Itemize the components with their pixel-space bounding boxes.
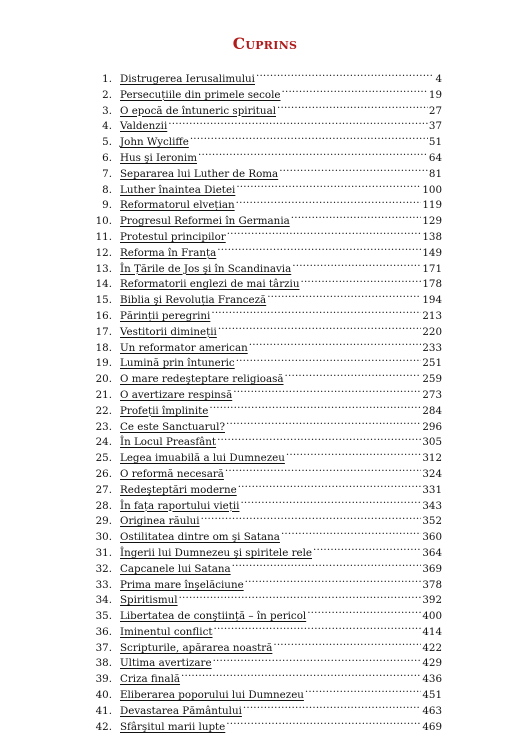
toc-entry[interactable] — [82, 86, 442, 102]
toc-entry-number: 42. — [95, 720, 112, 733]
toc-entry[interactable] — [82, 260, 442, 276]
toc-entry-page-number: 414 — [422, 625, 442, 638]
toc-entry-title-link[interactable]: Legea imuabilă a lui Dumnezeu — [120, 452, 285, 465]
toc-entry-number: 23. — [95, 420, 112, 433]
toc-dot-leader — [277, 102, 428, 114]
toc-dot-leader — [279, 165, 428, 177]
toc-entry[interactable] — [82, 512, 442, 528]
toc-entry-title-link[interactable]: O mare redeşteptare religioasă — [120, 373, 284, 386]
toc-dot-leader — [218, 323, 422, 335]
toc-entry-number: 41. — [95, 704, 112, 717]
toc-entry[interactable] — [82, 102, 442, 118]
toc-entry[interactable] — [82, 560, 442, 576]
toc-entry-number: 21. — [95, 388, 112, 401]
toc-entry-title-link[interactable]: În fața raportului vieții — [120, 499, 240, 512]
toc-entry-title-link[interactable]: John Wycliffe — [120, 136, 189, 149]
toc-entry-number: 22. — [95, 404, 112, 417]
toc-entry-page-number: 220 — [422, 325, 442, 338]
toc-entry-page-number: 233 — [422, 341, 442, 354]
toc-entry[interactable] — [82, 623, 442, 639]
toc-entry[interactable] — [82, 418, 442, 434]
toc-entry-title-link[interactable]: Luther înaintea Dietei — [120, 183, 236, 196]
toc-entry-page-number: 324 — [422, 467, 442, 480]
toc-entry-title-link[interactable]: Scripturile, apărarea noastră — [120, 641, 273, 654]
toc-entry[interactable] — [82, 686, 442, 702]
toc-entry-number: 14. — [95, 278, 112, 291]
toc-entry-page-number: 451 — [422, 689, 442, 702]
toc-entry-page-number: 81 — [428, 167, 442, 180]
toc-entry-number: 26. — [95, 467, 112, 480]
toc-entry-title-link[interactable]: Prima mare înşelăciune — [120, 578, 244, 591]
toc-entry[interactable] — [82, 165, 442, 181]
toc-entry-title-link[interactable]: Valdenzii — [120, 120, 168, 133]
toc-entry-title-link[interactable]: Hus şi Ieronim — [120, 151, 197, 164]
page-title: Cuprins — [232, 34, 298, 53]
toc-entry-title-link[interactable]: Redeşteptări moderne — [120, 483, 237, 496]
toc-entry-page-number: 352 — [422, 515, 442, 528]
toc-entry-title-link[interactable]: Iminentul conflict — [120, 625, 213, 638]
toc-dot-leader — [190, 133, 428, 145]
toc-entry-title-link[interactable]: Separarea lui Luther de Roma — [120, 167, 279, 180]
toc-entry-page-number: 213 — [422, 309, 442, 322]
toc-entry-page-number: 469 — [422, 720, 442, 733]
toc-dot-leader — [198, 149, 428, 161]
toc-entry-page-number: 436 — [422, 673, 442, 686]
toc-entry-page-number: 273 — [422, 388, 442, 401]
toc-entry-number: 1. — [102, 73, 112, 85]
toc-entry-page-number: 138 — [422, 230, 442, 243]
toc-entry-number: 24. — [95, 436, 112, 449]
toc-entry[interactable] — [82, 702, 442, 718]
toc-dot-leader — [179, 591, 422, 603]
toc-entry-number: 12. — [95, 246, 112, 259]
toc-dot-leader — [211, 307, 421, 319]
toc-entry-title-link[interactable]: Părinții peregrini — [120, 309, 211, 322]
toc-entry-title-link[interactable]: Reformatorii englezi de mai târziu — [120, 278, 300, 291]
toc-entry-title-link[interactable]: Reformatorul elvețian — [120, 199, 235, 212]
toc-entry[interactable] — [82, 670, 442, 686]
toc-entry[interactable] — [82, 386, 442, 402]
toc-dot-leader — [236, 354, 422, 366]
toc-entry-title-link[interactable]: Protestul principilor — [120, 230, 226, 243]
toc-entry[interactable] — [82, 591, 442, 607]
toc-dot-leader — [227, 228, 422, 240]
toc-entry-number: 33. — [95, 578, 112, 591]
toc-entry-page-number: 37 — [428, 120, 442, 133]
toc-entry-page-number: 360 — [422, 531, 442, 544]
toc-entry-page-number: 64 — [428, 151, 442, 164]
toc-entry[interactable] — [82, 212, 442, 228]
toc-entry-page-number: 463 — [422, 704, 442, 717]
toc-entry-number: 25. — [95, 452, 112, 465]
toc-dot-leader — [281, 528, 421, 540]
toc-entry-number: 10. — [95, 215, 112, 228]
toc-dot-leader — [313, 544, 421, 556]
toc-entry-page-number: 296 — [422, 420, 442, 433]
toc-entry-page-number: 429 — [422, 657, 442, 670]
toc-entry-number: 15. — [95, 294, 112, 307]
toc-dot-leader — [225, 465, 421, 477]
toc-entry-title-link[interactable]: Biblia şi Revoluția Franceză — [120, 294, 267, 307]
toc-entry-number: 34. — [95, 594, 112, 607]
toc-dot-leader — [243, 702, 421, 714]
toc-entry-title-link[interactable]: Eliberarea poporului lui Dumnezeu — [120, 689, 304, 702]
toc-entry[interactable] — [82, 481, 442, 497]
toc-entry-title-link[interactable]: În Țările de Jos şi în Scandinavia — [120, 262, 292, 275]
toc-entry-page-number: 178 — [422, 278, 442, 291]
toc-entry-page-number: 378 — [422, 578, 442, 591]
toc-dot-leader — [267, 291, 421, 303]
toc-entry-title-link[interactable]: Lumină prin întuneric — [120, 357, 235, 370]
toc-entry-number: 32. — [95, 562, 112, 575]
toc-entry[interactable] — [82, 196, 442, 212]
toc-dot-leader — [213, 623, 421, 635]
toc-entry-page-number: 422 — [422, 641, 442, 654]
toc-dot-leader — [240, 497, 421, 509]
toc-entry-number: 11. — [95, 230, 112, 243]
toc-entry[interactable] — [82, 244, 442, 260]
toc-entry[interactable] — [82, 370, 442, 386]
toc-entry-number: 29. — [95, 515, 112, 528]
toc-entry[interactable] — [82, 544, 442, 560]
toc-entry[interactable] — [82, 528, 442, 544]
toc-entry-title-link[interactable]: O reformă necesară — [120, 467, 224, 480]
toc-entry[interactable] — [82, 607, 442, 623]
toc-entry-number: 3. — [102, 104, 112, 117]
toc-entry-page-number: 251 — [422, 357, 442, 370]
toc-entry-page-number: 51 — [428, 136, 442, 149]
toc-entry-number: 39. — [95, 673, 112, 686]
toc-dot-leader — [286, 449, 421, 461]
toc-entry-number: 6. — [102, 151, 112, 164]
toc-entry[interactable] — [82, 291, 442, 307]
toc-entry-page-number: 259 — [422, 373, 442, 386]
toc-entry-title-link[interactable]: Ostilitatea dintre om şi Satana — [120, 531, 280, 544]
toc-dot-leader — [256, 70, 434, 82]
toc-entry-number: 18. — [95, 341, 112, 354]
toc-entry-number: 2. — [102, 88, 112, 101]
toc-entry-title-link[interactable]: Capcanele lui Satana — [120, 562, 231, 575]
toc-entry-title-link[interactable]: În Locul Preasfânt — [120, 436, 217, 449]
toc-entry-title-link[interactable]: Vestitorii dimineții — [120, 325, 217, 338]
toc-entry-title-link[interactable]: Progresul Reformei în Germania — [120, 215, 290, 228]
toc-entry[interactable] — [82, 275, 442, 291]
toc-entry-page-number: 119 — [422, 199, 442, 212]
toc-entry[interactable] — [82, 576, 442, 592]
toc-entry-page-number: 171 — [422, 262, 442, 275]
toc-dot-leader — [168, 117, 428, 129]
toc-dot-leader — [226, 718, 421, 730]
toc-dot-leader — [236, 181, 421, 193]
toc-entry-number: 31. — [95, 546, 112, 559]
toc-entry-page-number: 392 — [422, 594, 442, 607]
toc-entry-number: 36. — [95, 625, 112, 638]
toc-entry-title-link[interactable]: Criza finală — [120, 673, 181, 686]
toc-entry[interactable] — [82, 433, 442, 449]
toc-entry[interactable] — [82, 354, 442, 370]
toc-entry-number: 4. — [102, 120, 112, 133]
toc-entry[interactable] — [82, 402, 442, 418]
toc-entry[interactable] — [82, 133, 442, 149]
toc-entry-page-number: 343 — [422, 499, 442, 512]
toc-entry-title-link[interactable]: Profeții împlinite — [120, 404, 209, 417]
toc-entry[interactable] — [82, 718, 442, 734]
toc-dot-leader — [273, 639, 421, 651]
toc-dot-leader — [226, 418, 421, 430]
toc-entry[interactable] — [82, 497, 442, 513]
toc-entry-page-number: 284 — [422, 404, 442, 417]
toc-entry-number: 5. — [102, 136, 112, 149]
toc-entry-page-number: 100 — [422, 183, 442, 196]
toc-entry-title-link[interactable]: Libertatea de conştiință – în pericol — [120, 610, 307, 623]
toc-entry[interactable] — [82, 465, 442, 481]
toc-entry-page-number: 4 — [435, 73, 442, 85]
toc-entry-page-number: 194 — [422, 294, 442, 307]
toc-dot-leader — [300, 275, 421, 287]
toc-entry[interactable] — [82, 449, 442, 465]
toc-entry-number: 17. — [95, 325, 112, 338]
toc-entry[interactable] — [82, 639, 442, 655]
toc-entry-page-number: 27 — [428, 104, 442, 117]
toc-entry-page-number: 149 — [422, 246, 442, 259]
toc-entry-number: 28. — [95, 499, 112, 512]
toc-dot-leader — [201, 512, 422, 524]
table-of-contents — [82, 70, 442, 733]
toc-entry-title-link[interactable]: Ultima avertizare — [120, 657, 212, 670]
toc-entry[interactable] — [82, 70, 442, 86]
toc-entry-number: 40. — [95, 689, 112, 702]
toc-entry[interactable] — [82, 307, 442, 323]
toc-dot-leader — [232, 560, 422, 572]
toc-entry-page-number: 369 — [422, 562, 442, 575]
toc-dot-leader — [209, 402, 421, 414]
toc-dot-leader — [249, 339, 422, 351]
toc-dot-leader — [217, 433, 421, 445]
toc-dot-leader — [213, 654, 422, 666]
toc-dot-leader — [245, 576, 422, 588]
toc-entry-title-link[interactable]: Originea răului — [120, 515, 200, 528]
toc-entry-title-link[interactable]: Distrugerea Ierusalimului — [120, 73, 255, 85]
toc-entry-page-number: 19 — [428, 88, 442, 101]
toc-entry[interactable] — [82, 654, 442, 670]
toc-entry[interactable] — [82, 228, 442, 244]
toc-entry-title-link[interactable]: O epocă de întuneric spiritual — [120, 104, 276, 117]
toc-entry-number: 9. — [102, 199, 112, 212]
toc-entry-number: 20. — [95, 373, 112, 386]
toc-entry-number: 19. — [95, 357, 112, 370]
toc-entry-number: 38. — [95, 657, 112, 670]
toc-entry[interactable] — [82, 181, 442, 197]
toc-entry[interactable] — [82, 339, 442, 355]
toc-dot-leader — [238, 481, 422, 493]
toc-entry-page-number: 312 — [422, 452, 442, 465]
toc-entry[interactable] — [82, 117, 442, 133]
toc-entry-number: 13. — [95, 262, 112, 275]
toc-entry-number: 8. — [102, 183, 112, 196]
toc-dot-leader — [181, 670, 421, 682]
toc-entry[interactable] — [82, 323, 442, 339]
toc-entry-title-link[interactable]: Ce este Sanctuarul? — [120, 420, 225, 433]
toc-dot-leader — [282, 86, 428, 98]
toc-entry-number: 35. — [95, 610, 112, 623]
toc-entry-page-number: 400 — [422, 610, 442, 623]
toc-entry-page-number: 305 — [422, 436, 442, 449]
toc-entry-page-number: 364 — [422, 546, 442, 559]
toc-dot-leader — [233, 386, 421, 398]
toc-dot-leader — [236, 196, 422, 208]
toc-entry-title-link[interactable]: Spiritismul — [120, 594, 178, 607]
toc-dot-leader — [305, 686, 421, 698]
toc-dot-leader — [285, 370, 422, 382]
toc-entry-page-number: 129 — [422, 215, 442, 228]
toc-dot-leader — [291, 212, 422, 224]
toc-entry-number: 37. — [95, 641, 112, 654]
toc-entry-number: 7. — [102, 167, 112, 180]
toc-entry-title-link[interactable]: Reforma în Franța — [120, 246, 217, 259]
toc-entry-number: 27. — [95, 483, 112, 496]
toc-entry-title-link[interactable]: Îngerii lui Dumnezeu şi spiritele rele — [120, 546, 312, 559]
toc-entry-title-link[interactable]: O avertizare respinsă — [120, 388, 233, 401]
toc-dot-leader — [217, 244, 421, 256]
toc-entry-title-link[interactable]: Devastarea Pământului — [120, 704, 242, 717]
toc-entry-title-link[interactable]: Un reformator american — [120, 341, 248, 354]
toc-entry[interactable] — [82, 149, 442, 165]
toc-dot-leader — [307, 607, 421, 619]
toc-dot-leader — [292, 260, 421, 272]
toc-entry-number: 16. — [95, 309, 112, 322]
toc-entry-number: 30. — [95, 531, 112, 544]
toc-entry-page-number: 331 — [422, 483, 442, 496]
toc-entry-title-link[interactable]: Sfârşitul marii lupte — [120, 720, 226, 733]
toc-entry-title-link[interactable]: Persecuțiile din primele secole — [120, 88, 281, 101]
